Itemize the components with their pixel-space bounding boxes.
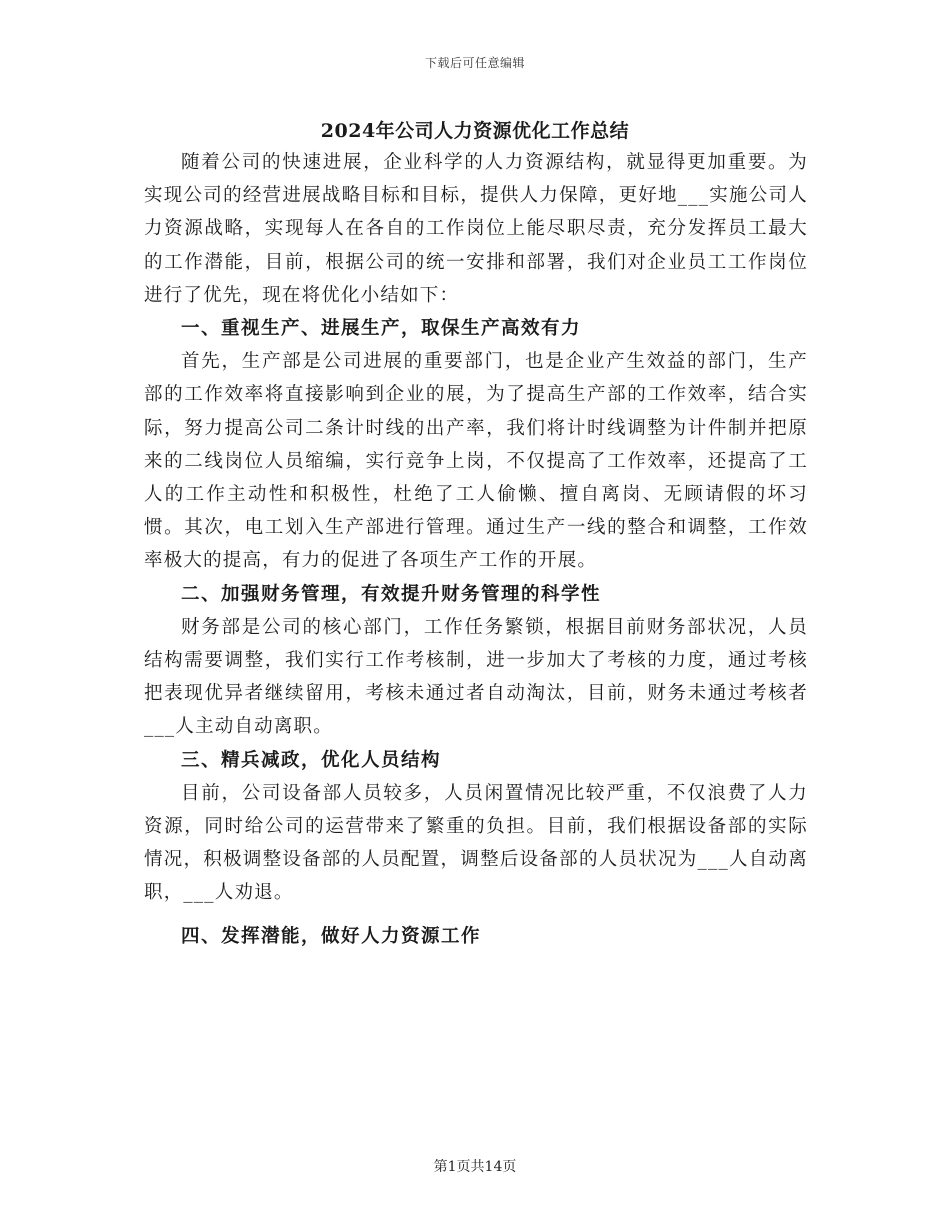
section-heading-2: 二、加强财务管理，有效提升财务管理的科学性 [181, 583, 602, 605]
section-heading-4: 四、发挥潜能，做好人力资源工作 [181, 925, 482, 947]
section-heading-3: 三、精兵减政，优化人员结构 [181, 749, 442, 771]
header-note: 下载后可任意编辑 [424, 56, 525, 70]
intro-paragraph: 随着公司的快速进展，企业科学的人力资源结构，就显得更加重要。为实现公司的经营进展战略目标和目标，提供人力保障，更好地___实施公司人力资源战略，实现每人在各自的工作岗位上能尽职尽责，充分发挥员工最大的工作潜能，目前，根据公司的统一安排和部署，我们对企业员工工作岗位进行了优先，现在将优化小结如下： [144, 152, 808, 306]
document-title: 2024年公司人力资源优化工作总结 [320, 120, 630, 142]
section-paragraph-2: 财务部是公司的核心部门，工作任务繁锁，根据目前财务部状况，人员结构需要调整，我们实行工作考核制，进一步加大了考核的力度，通过考核把表现优异者继续留用，考核未通过者自动淘汰，目前，财务未通过考核者___人主动自动离职。 [144, 616, 808, 738]
section-paragraph-1: 首先，生产部是公司进展的重要部门，也是企业产生效益的部门，生产部的工作效率将直接影响到企业的展，为了提高生产部的工作效率，结合实际，努力提高公司二条计时线的出产率，我们将计时线调整为计件制并把原来的二线岗位人员缩编，实行竞争上岗，不仅提高了工作效率，还提高了工人的工作主动性和积极性，杜绝了工人偷懒、擅自离岗、无顾请假的坏习惯。其次，电工划入生产部进行管理。通过生产一线的整合和调整，工作效率极大的提高，有力的促进了各项生产工作的开展。 [144, 351, 808, 572]
section-heading-1: 一、重视生产、进展生产，取保生产高效有力 [181, 318, 582, 340]
section-paragraph-3: 目前，公司设备部人员较多，人员闲置情况比较严重，不仅浪费了人力资源，同时给公司的运营带来了繁重的负担。目前，我们根据设备部的实际情况，积极调整设备部的人员配置，调整后设备部的人员状况为___人自动离职，___人劝退。 [144, 782, 808, 904]
page-number-footer: 第1页共14页 [433, 1159, 517, 1175]
document-body [144, 146, 808, 953]
